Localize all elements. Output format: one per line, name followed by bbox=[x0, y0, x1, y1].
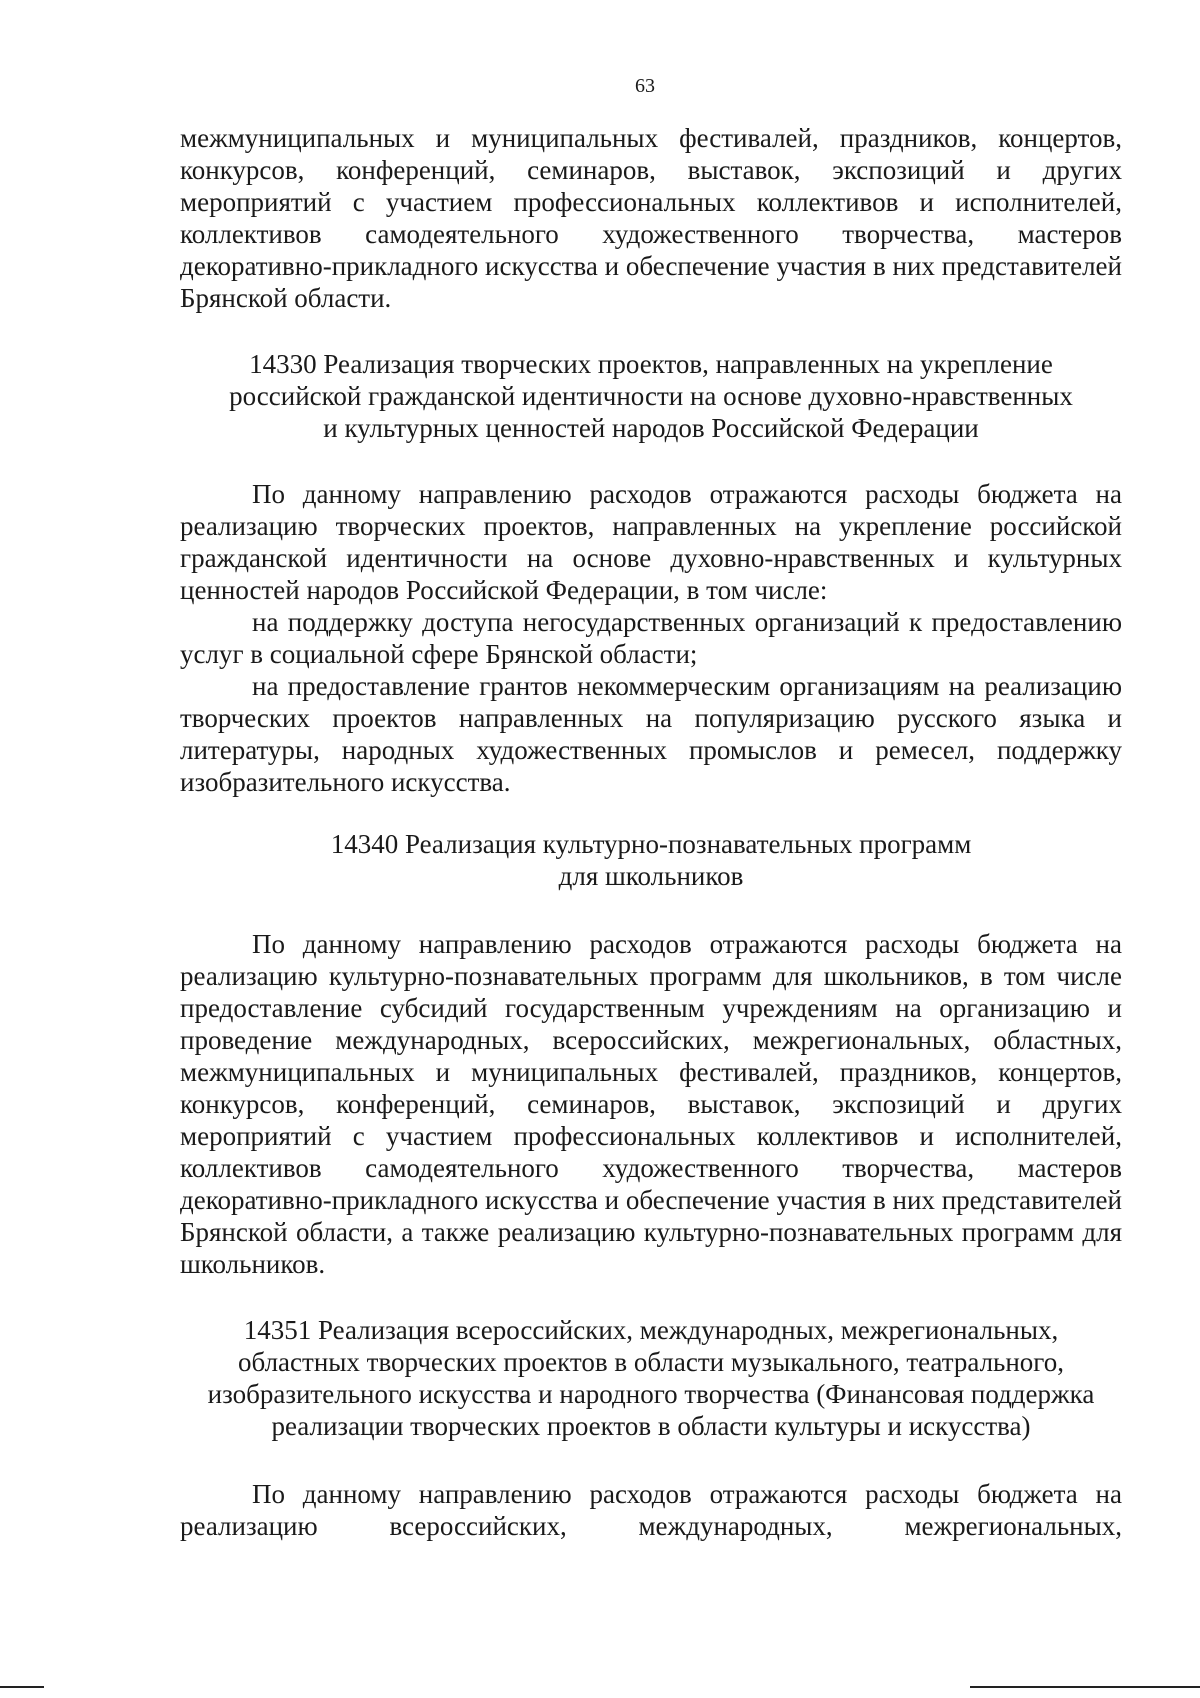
heading-line: 14340 Реализация культурно-познавательных программ bbox=[330, 829, 972, 859]
heading-line: реализации творческих проектов в области культуры и искусства) bbox=[271, 1411, 1031, 1441]
section-heading-14351 bbox=[180, 1314, 1122, 1442]
section-heading-14340 bbox=[180, 828, 1122, 892]
section-heading-14330 bbox=[180, 348, 1122, 444]
heading-line: областных творческих проектов в области музыкального, театрального, bbox=[238, 1347, 1064, 1377]
paragraph-14340: По данному направлению расходов отражаются расходы бюджета на реализацию культурно-познавательных программ для школьников, в том числе предоставление субсидий государственным учреждениям на организацию и проведение международных, всероссийских, межрегиональных, областных, межмуниципальных и муниципальных фестивалей, праздников, концертов, конкурсов, конференций, семинаров, выставок, экспозиций и других мероприятий с участием профессиональных коллективов и исполнителей, коллективов самодеятельного художественного творчества, мастеров декоративно-прикладного искусства и обеспечение участия в них представителей Брянской области, а также реализацию культурно-познавательных программ для школьников. bbox=[180, 929, 1122, 1279]
heading-line: и культурных ценностей народов Российской Федерации bbox=[323, 413, 979, 443]
footer-rule-left bbox=[0, 1686, 44, 1688]
heading-line: изобразительного искусства и народного творчества (Финансовая поддержка bbox=[207, 1379, 1095, 1409]
page-number: 63 bbox=[635, 75, 655, 97]
heading-line: 14351 Реализация всероссийских, международных, межрегиональных, bbox=[243, 1315, 1059, 1345]
paragraph-14330-intro: По данному направлению расходов отражаются расходы бюджета на реализацию творческих проектов, направленных на укрепление российской гражданской идентичности на основе духовно-нравственных и культурных ценностей народов Российской Федерации, в том числе: bbox=[180, 479, 1122, 605]
document-body bbox=[180, 122, 1122, 1542]
heading-line: 14330 Реализация творческих проектов, направленных на укрепление bbox=[249, 349, 1053, 379]
heading-line: российской гражданской идентичности на основе духовно-нравственных bbox=[229, 381, 1073, 411]
heading-line: для школьников bbox=[558, 861, 744, 891]
paragraph-14351: По данному направлению расходов отражаются расходы бюджета на реализацию всероссийских, международных, межрегиональных, bbox=[180, 1479, 1122, 1541]
footer-rule-right bbox=[970, 1686, 1200, 1688]
paragraph-continuation: межмуниципальных и муниципальных фестивалей, праздников, концертов, конкурсов, конференций, семинаров, выставок, экспозиций и других мероприятий с участием профессиональных коллективов и исполнителей, коллективов самодеятельного художественного творчества, мастеров декоративно-прикладного искусства и обеспечение участия в них представителей Брянской области. bbox=[180, 123, 1122, 313]
paragraph-14330-item-2: на предоставление грантов некоммерческим организациям на реализацию творческих проектов направленных на популяризацию русского языка и литературы, народных художественных промыслов и ремесел, поддержку изобразительного искусства. bbox=[180, 671, 1122, 797]
paragraph-14330-item-1: на поддержку доступа негосударственных организаций к предоставлению услуг в социальной сфере Брянской области; bbox=[180, 607, 1122, 669]
